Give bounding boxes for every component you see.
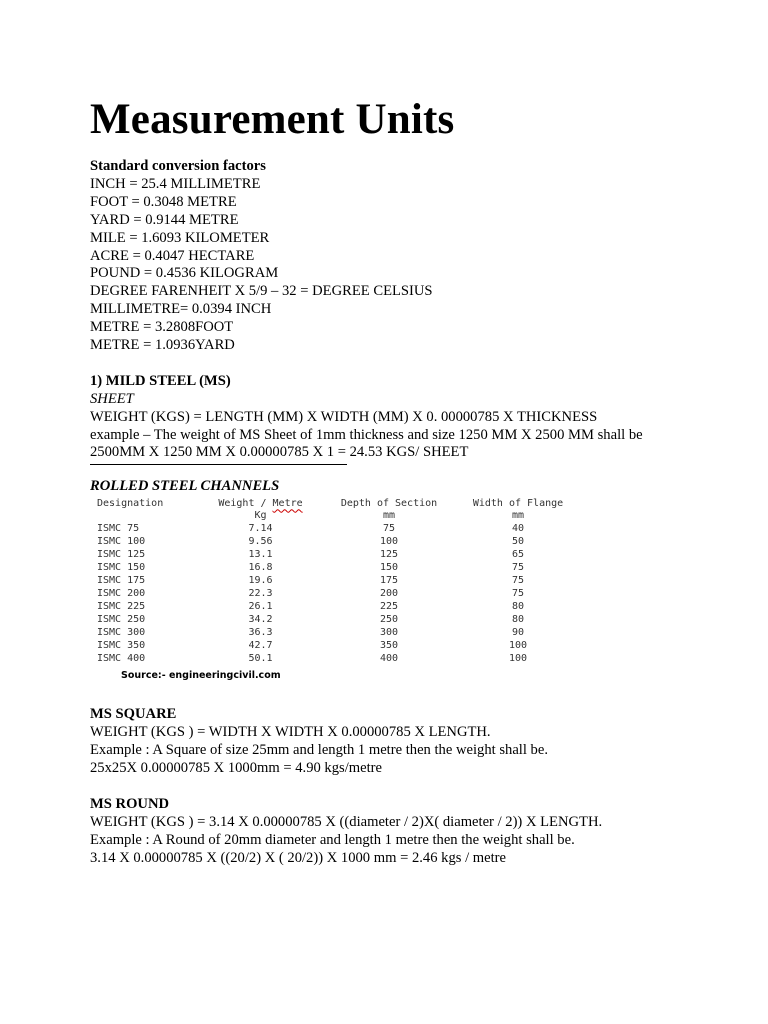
table-cell: 90 (511, 627, 525, 639)
page-title: Measurement Units (90, 96, 455, 143)
table-cell: 75 (511, 575, 525, 587)
conversion-item: METRE = 3.2808FOOT (90, 319, 234, 336)
table-cell: 13.1 (248, 549, 273, 561)
table-cell: 42.7 (248, 640, 273, 652)
conversion-item: DEGREE FARENHEIT X 5/9 – 32 = DEGREE CELSIUS (90, 283, 433, 300)
column-header-width: Width of Flange (472, 498, 564, 510)
ms-square-calculation: 25x25X 0.00000785 X 1000mm = 4.90 kgs/metre (90, 760, 382, 777)
table-cell: 125 (379, 549, 399, 561)
ms-square-formula: WEIGHT (KGS ) = WIDTH X WIDTH X 0.00000785 X LENGTH. (90, 724, 491, 741)
conversion-item: YARD = 0.9144 METRE (90, 211, 239, 228)
table-row (95, 587, 577, 600)
table-cell: 100 (508, 653, 528, 665)
column-header-weight (202, 498, 319, 510)
table-cell: 100 (379, 536, 399, 548)
table-row (95, 548, 577, 561)
table-cell: 250 (379, 614, 399, 626)
table-cell: 175 (379, 575, 399, 587)
column-header-depth: Depth of Section (340, 498, 438, 510)
conversions-heading: Standard conversion factors (90, 158, 266, 174)
table-cell: ISMC 350 (97, 640, 146, 652)
table-row (95, 574, 577, 587)
table-cell: ISMC 250 (97, 614, 146, 626)
table-cell: 16.8 (248, 562, 273, 574)
ms-square-example: Example : A Square of size 25mm and length 1 metre then the weight shall be. (90, 742, 548, 759)
sheet-calculation: 2500MM X 1250 MM X 0.00000785 X 1 = 24.53 KGS/ SHEET (90, 444, 469, 461)
conversion-item: POUND = 0.4536 KILOGRAM (90, 265, 279, 282)
sheet-example: example – The weight of MS Sheet of 1mm thickness and size 1250 MM X 2500 MM shall be (90, 426, 643, 443)
document-page (90, 92, 730, 867)
table-cell: 7.14 (248, 523, 273, 535)
table-cell: ISMC 100 (97, 536, 146, 548)
table-cell: 150 (379, 562, 399, 574)
conversion-item: MILE = 1.6093 KILOMETER (90, 229, 270, 246)
table-cell: ISMC 400 (97, 653, 146, 665)
table-cell: 9.56 (248, 536, 273, 548)
table-row (95, 652, 577, 665)
table-cell: ISMC 225 (97, 601, 146, 613)
table-cell: ISMC 75 (97, 523, 140, 535)
table-cell: 75 (511, 562, 525, 574)
table-cell: 40 (511, 523, 525, 535)
table-cell: ISMC 300 (97, 627, 146, 639)
table-row (95, 600, 577, 613)
channels-heading: ROLLED STEEL CHANNELS (90, 478, 280, 495)
table-cell: 26.1 (248, 601, 273, 613)
table-cell: 19.6 (248, 575, 273, 587)
table-source: Source:- engineeringcivil.com (121, 670, 281, 682)
table-cell: 225 (379, 601, 399, 613)
table-cell: ISMC 125 (97, 549, 146, 561)
table-row (95, 522, 577, 535)
sheet-formula: WEIGHT (KGS) = LENGTH (MM) X WIDTH (MM) X 0. 00000785 X THICKNESS (90, 408, 598, 425)
ms-round-calculation: 3.14 X 0.00000785 X ((20/2) X ( 20/2)) X 1000 mm = 2.46 kgs / metre (90, 849, 507, 866)
table-row (95, 613, 577, 626)
table-cell: 350 (379, 640, 399, 652)
unit-cell (95, 510, 202, 522)
conversion-item: INCH = 25.4 MILLIMETRE (90, 175, 261, 192)
table-cell: 100 (508, 640, 528, 652)
table-cell: 200 (379, 588, 399, 600)
table-row (95, 535, 577, 548)
unit-cell: mm (511, 510, 525, 522)
table-cell: 34.2 (248, 614, 273, 626)
unit-cell: Kg (254, 510, 267, 522)
table-cell: 80 (511, 614, 525, 626)
table-row (95, 561, 577, 574)
mild-steel-heading: 1) MILD STEEL (MS) (90, 372, 231, 389)
spellcheck-underline: Metre (272, 498, 303, 510)
column-header-weight-text: Weight / Metre (218, 498, 303, 510)
conversion-item: MILLIMETRE= 0.0394 INCH (90, 301, 272, 318)
conversion-item: ACRE = 0.4047 HECTARE (90, 247, 255, 264)
ms-round-example: Example : A Round of 20mm diameter and length 1 metre then the weight shall be. (90, 831, 575, 848)
table-cell: 80 (511, 601, 525, 613)
table-cell: 300 (379, 627, 399, 639)
units-row (95, 510, 577, 522)
table-cell: 75 (511, 588, 525, 600)
table-cell: 50.1 (248, 653, 273, 665)
ms-square-heading: MS SQUARE (90, 706, 177, 723)
section-divider (90, 464, 347, 465)
table-cell: 75 (382, 523, 396, 535)
sheet-subheading: SHEET (90, 390, 134, 407)
table-cell: 36.3 (248, 627, 273, 639)
table-cell: 65 (511, 549, 525, 561)
ms-round-heading: MS ROUND (90, 795, 170, 812)
unit-cell: mm (382, 510, 396, 522)
table-row (95, 626, 577, 639)
channels-table-image (95, 498, 585, 686)
table-cell: 50 (511, 536, 525, 548)
table-cell: ISMC 150 (97, 562, 146, 574)
table-cell: 22.3 (248, 588, 273, 600)
conversion-item: METRE = 1.0936YARD (90, 337, 235, 354)
conversion-item: FOOT = 0.3048 METRE (90, 193, 237, 210)
table-cell: 400 (379, 653, 399, 665)
table-cell: ISMC 200 (97, 588, 146, 600)
ms-round-formula: WEIGHT (KGS ) = 3.14 X 0.00000785 X ((diameter / 2)X( diameter / 2)) X LENGTH. (90, 813, 603, 830)
table-row (95, 639, 577, 652)
table-cell: ISMC 175 (97, 575, 146, 587)
channels-table (95, 498, 577, 665)
column-header-designation: Designation (97, 498, 164, 510)
